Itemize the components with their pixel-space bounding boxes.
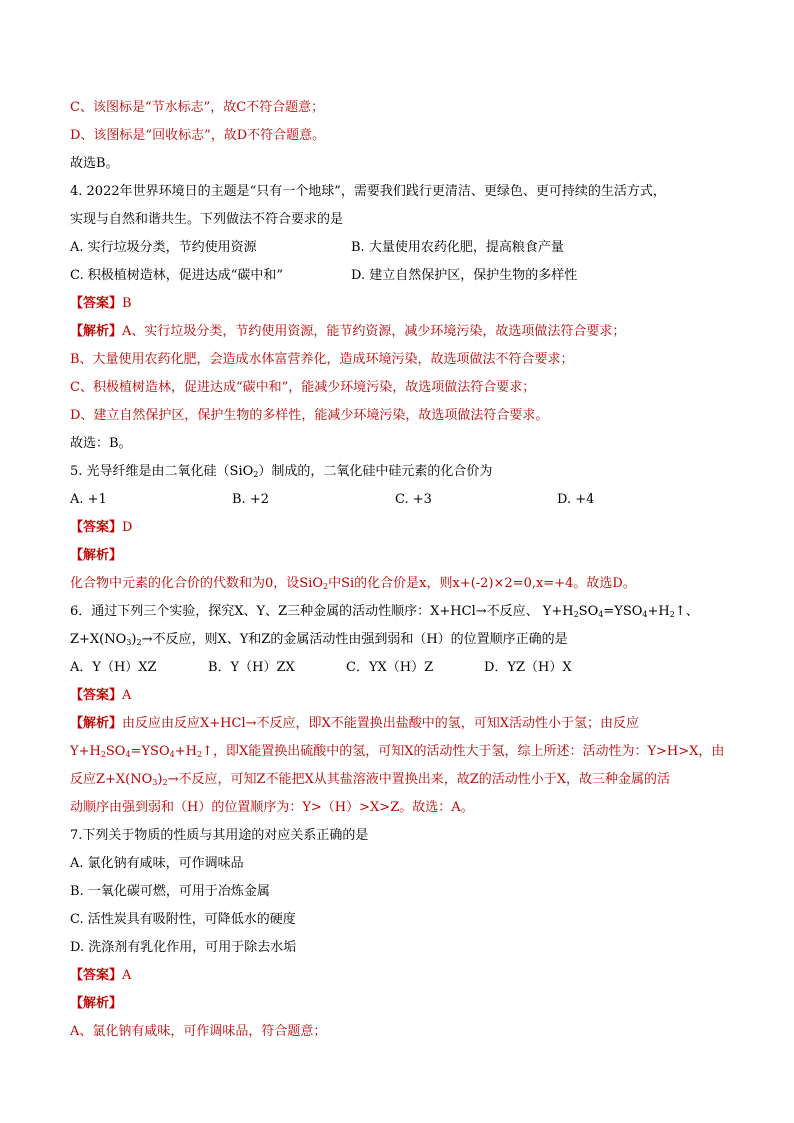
answer-value: B <box>122 296 132 311</box>
explanation-text: 由反应由反应X+HCl→不反应，即X不能置换出盐酸中的氢，可知X活动性小于氢；由反应 <box>122 716 640 731</box>
subscript: 4 <box>642 610 648 619</box>
explanation-text: ) <box>157 772 163 787</box>
explanation-text: +H <box>174 744 197 759</box>
answer-tag: 【答案】 <box>70 688 123 703</box>
stem-text: SO <box>578 604 599 619</box>
stem-text: →不反应，则X、Y和Z的金属活动性由强到弱和（H）的位置顺序正确的是 <box>141 632 568 647</box>
question-6-stem <box>70 626 740 654</box>
question-5-explanation-tag-line <box>70 542 740 570</box>
stem-text: ）制成的，二氧化硅中硅元素的化合价为 <box>258 464 493 479</box>
question-7-option-a: A. 氯化钠有咸味，可作调味品 <box>70 856 244 871</box>
question-5-option-a: A. +1 <box>70 492 107 507</box>
question-4-explanation-line: C、积极植树造林，促进达成“碳中和”，能减少环境污染，故选项做法符合要求； <box>70 380 536 395</box>
explanation-text: =YSO <box>130 744 170 759</box>
subscript: 3 <box>152 778 158 787</box>
question-6-option-a: A．Y（H）XZ <box>70 660 157 675</box>
explanation-text: →不反应，可知Z不能把X从其盐溶液中置换出来，故Z的活动性小于X，故三种金属的活 <box>167 772 671 787</box>
explanation-tag: 【解析】 <box>70 324 123 339</box>
question-7-option-c: C. 活性炭具有吸附性，可降低水的硬度 <box>70 912 296 927</box>
subscript: 2 <box>573 610 579 619</box>
explanation-text: 反应Z+X(NO <box>70 772 153 787</box>
explanation-text: 中Si的化合价是x，则x+(-2)×2=0,x=+4。故选D。 <box>328 576 636 591</box>
subscript: 2 <box>136 638 142 647</box>
answer-tag: 【答案】 <box>70 520 123 535</box>
question-4-option-d: D. 建立自然保护区，保护生物的多样性 <box>351 268 578 283</box>
stem-text: ) <box>131 632 137 647</box>
stem-text: +H <box>647 604 670 619</box>
subscript: 2 <box>196 750 203 759</box>
document-page <box>70 94 740 1046</box>
question-4-explanation-line: B、大量使用农药化肥，会造成水体富营养化，造成环境污染，故选项做法不符合要求； <box>70 352 574 367</box>
explanation-text: Y+H <box>70 744 101 759</box>
subscript: 4 <box>598 610 604 619</box>
subscript: 4 <box>125 750 131 759</box>
subscript: 2 <box>669 610 675 619</box>
subscript: 3 <box>126 638 132 647</box>
answer-value: D <box>122 520 133 535</box>
answer-tag: 【答案】 <box>70 968 123 983</box>
question-4-option-b: B. 大量使用农药化肥，提高粮食产量 <box>351 240 564 255</box>
question-5-option-c: C. +3 <box>395 492 432 507</box>
question-7-option-b: B. 一氧化碳可燃，可用于冶炼金属 <box>70 884 270 899</box>
question-4-stem: 4. 2022年世界环境日的主题是“只有一个地球”，需要我们践行更清洁、更绿色、更可持续的生活方式， <box>70 184 666 199</box>
answer-value: A <box>122 968 132 983</box>
subscript: 2 <box>253 470 259 479</box>
question-6-stem <box>70 598 740 626</box>
question-5-option-d: D. +4 <box>557 492 595 507</box>
prev-explanation-line: D、该图标是“回收标志”，故D不符合题意。 <box>70 128 326 143</box>
subscript: 4 <box>169 750 175 759</box>
explanation-tag: 【解析】 <box>70 996 123 1011</box>
stem-text: ↑、 <box>674 604 699 619</box>
question-7-option-d: D. 洗涤剂有乳化作用，可用于除去水垢 <box>70 940 297 955</box>
question-6-options-row <box>70 654 740 682</box>
question-7-explanation-line: A、氯化钠有咸味，可作调味品，符合题意； <box>70 1024 327 1039</box>
question-4-options-row <box>70 234 740 262</box>
stem-text: =YSO <box>603 604 643 619</box>
question-4-explanation-line: D、建立自然保护区，保护生物的多样性，能减少环境污染，故选项做法符合要求。 <box>70 408 549 423</box>
prev-conclusion-line: 故选B。 <box>70 156 119 171</box>
question-6-explanation-line <box>70 710 740 738</box>
question-6-explanation-line <box>70 738 740 766</box>
question-6-option-d: D．YZ（H）X <box>484 660 572 675</box>
explanation-text: SO <box>105 744 126 759</box>
question-4-stem: 实现与自然和谐共生。下列做法不符合要求的是 <box>70 212 344 227</box>
question-7-stem: 7.下列关于物质的性质与其用途的对应关系正确的是 <box>70 828 369 843</box>
question-6-explanation-line <box>70 766 740 794</box>
stem-text: Z+X(NO <box>70 632 127 647</box>
question-4-answer <box>70 290 740 318</box>
explanation-tag: 【解析】 <box>70 716 123 731</box>
question-6-answer <box>70 682 740 710</box>
subscript: 2 <box>323 582 329 591</box>
answer-tag: 【答案】 <box>70 296 123 311</box>
question-4-explanation-line <box>70 318 740 346</box>
subscript: 2 <box>100 750 106 759</box>
prev-explanation-line: C、该图标是“节水标志”，故C不符合题意； <box>70 100 325 115</box>
question-7-answer <box>70 962 740 990</box>
question-7-explanation-tag-line <box>70 990 740 1018</box>
question-4-options-row <box>70 262 740 290</box>
question-5-options-row <box>70 486 740 514</box>
question-6-option-b: B．Y（H）ZX <box>208 660 295 675</box>
question-4-option-c: C. 积极植树造林，促进达成“碳中和” <box>70 268 284 283</box>
stem-text: 5. 光导纤维是由二氧化硅（SiO <box>70 464 254 479</box>
explanation-text: ↑，即X能置换出硫酸中的氢，可知X的活动性大于氢，综上所述：活动性为：Y>H>X，由 <box>202 744 725 759</box>
question-4-conclusion: 故选：B。 <box>70 436 132 451</box>
explanation-text: 化合物中元素的化合价的代数和为0，设SiO <box>70 576 323 591</box>
question-4-option-a: A. 实行垃圾分类，节约使用资源 <box>70 240 257 255</box>
question-5-option-b: B. +2 <box>232 492 269 507</box>
explanation-text: A、实行垃圾分类，节约使用资源，能节约资源，减少环境污染，故选项做法符合要求； <box>122 324 626 339</box>
question-5-stem <box>70 458 740 486</box>
answer-value: A <box>122 688 132 703</box>
question-6-explanation-line: 动顺序由强到弱和（H）的位置顺序为：Y>（H）>X>Z。故选：A。 <box>70 800 474 815</box>
subscript: 2 <box>162 778 168 787</box>
question-6-option-c: C．YX（H）Z <box>346 660 434 675</box>
question-5-answer <box>70 514 740 542</box>
stem-text: 6．通过下列三个实验，探究X、Y、Z三种金属的活动性顺序：X+HCl→不反应、 Y+H <box>70 604 574 619</box>
explanation-tag: 【解析】 <box>70 548 123 563</box>
question-5-explanation-line <box>70 570 740 598</box>
